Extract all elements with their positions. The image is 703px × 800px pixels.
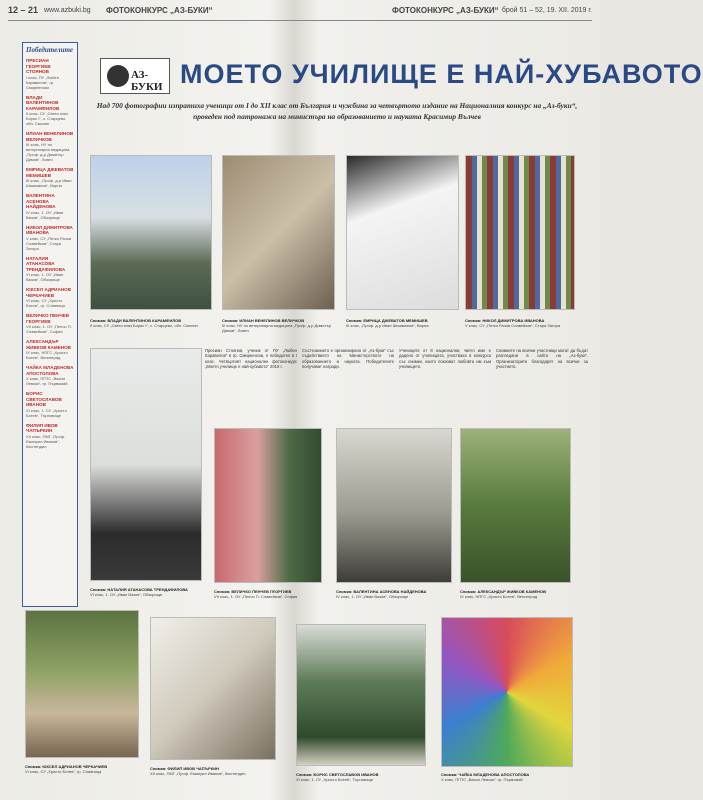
winner-entry: [26, 167, 74, 188]
photo-school: III клас, „Проф. д-р Иван Шишманов“, Варна: [346, 323, 429, 328]
winner-entry: [26, 391, 74, 418]
winner-entry: [26, 339, 74, 360]
winner-school: VI клас, СУ „Христо Ботев“, гр. Сливница: [26, 298, 65, 308]
photo-school: XI клас, 1. СУ „Христо Ботев“, Търговище: [296, 777, 373, 782]
photo-caption: [90, 318, 210, 328]
winner-name: ЧАЙКА МЛАДЕНОВА АПОСТОЛОВА: [26, 365, 74, 376]
winner-name: ВЛАДИ ВАЛЕНТИНОВ КАРАМФИЛОВ: [26, 94, 60, 111]
photo-author: Снимка: НАТАЛИЯ АТАНАСОВА ТРЕНДАФИЛОВА: [90, 587, 188, 592]
winner-name: БОРИС СВЕТОСЛАВОВ ИВАНОВ: [26, 391, 62, 407]
winner-school: IX клас, НПГС „Христо Ботев“, Велинград: [26, 350, 68, 360]
photo-author: Снимка: ВЛАДИ ВАЛЕНТИНОВ КАРАМФИЛОВ: [90, 318, 182, 323]
winner-school: X клас, ПГПС „Васил Левски“, гр. Първомай: [26, 376, 68, 386]
page-header: [8, 4, 592, 20]
winner-name: ВЕЛИЧКО ПЕНЧЕВ ГЕОРГИЕВ: [26, 313, 70, 324]
right-issue-info: брой 51 – 52, 19. XII. 2019 г.: [501, 7, 592, 14]
winner-school: VI клас, 1. ОУ „Иван Вазов“, Обзорище: [26, 272, 64, 282]
contest-photo: [90, 348, 202, 581]
contest-photo: [25, 610, 139, 758]
winner-school: VII клас, 1. ОУ „Пенчо П. Славейков“, София: [26, 324, 72, 334]
winner-name: ВАЛЕНТИНА АСЕНОВА НАЙДЕНОВА: [26, 193, 56, 209]
photo-caption: [296, 772, 416, 782]
photo-school: V клас, СУ „Петко Рачов Славейков“, Стара Загора: [465, 323, 561, 328]
winner-school: III клас, „Проф. д-р Иван Шишманов“, Варна: [26, 178, 72, 188]
photo-author: Снимка: НИКОЛ ДИМИТРОВА ИВАНОВА: [465, 318, 545, 323]
photo-caption: [90, 587, 210, 597]
contest-photo: [460, 428, 571, 583]
contest-photo: [90, 155, 212, 310]
winner-school: III клас, НУ по ветеринарна медицина „Проф. д-р Димитър Димов“, Ловеч: [26, 142, 70, 162]
winner-entry: [26, 131, 74, 162]
winner-entry: [26, 423, 74, 449]
contest-photo: [214, 428, 322, 583]
photo-author: Снимка: ЕМРИЦА ДЖЕВАТОВ МЕМИШЕВ: [346, 318, 428, 323]
photo-school: IV клас, 1. ОУ „Иван Вазов“, Обзорище: [336, 594, 409, 599]
photo-school: IX клас, НПГС „Христо Ботев“, Велинград: [460, 594, 538, 599]
contest-photo: [346, 155, 459, 310]
left-page-number: 12 – 21: [8, 5, 39, 15]
sidebar-title: Победителите: [26, 46, 73, 54]
logo-text: АЗ-БУКИ: [131, 69, 163, 93]
logo-mark-icon: [107, 65, 129, 87]
left-section-title: ФОТОКОНКУРС „АЗ-БУКИ“: [106, 6, 213, 15]
article-body: [205, 348, 590, 424]
photo-caption: [214, 589, 334, 599]
photo-author: Снимка: БОРИС СВЕТОСЛАВОВ ИВАНОВ: [296, 772, 379, 777]
winner-entry: [26, 287, 74, 308]
contest-photo: [296, 624, 426, 766]
photo-author: Снимка: ВАЛЕНТИНА АСЕНОВА НАЙДЕНОВА: [336, 589, 427, 594]
winner-entry: [26, 225, 74, 251]
winner-school: XII клас, ПМГ „Проф. Емануил Иванов“, Кюстендил: [26, 433, 66, 449]
winner-name: НАТАЛИЯ АТАНАСОВА ТРЕНДАФИЛОВА: [26, 255, 66, 272]
article-column-2: Състезанието е организирано от „Аз-буки“ със съдействието на Министерството на образованието и науката. Победителите получават награди.: [302, 348, 394, 370]
contest-photo: [465, 155, 575, 310]
winner-school: I клас, ПУ „Любен Каравелов“, гр. Смирненски: [26, 74, 59, 90]
photo-caption: [465, 318, 585, 328]
winner-entry: [26, 313, 74, 334]
winner-name: АЛЕКСАНДЪР ЖИВКОВ КАМЕНОВ: [26, 339, 71, 350]
photo-author: Снимка: ЧАЙКА МЛАДЕНОВА АПОСТОЛОВА: [441, 772, 530, 777]
winner-name: ЮКСЕЛ АДРИАНОВ ЧЕРКАЧИЕВ: [26, 287, 72, 298]
photo-school: XII клас, ПМГ „Проф. Емануил Иванов“, Кюстендил: [150, 771, 246, 776]
winners-sidebar: [22, 42, 78, 607]
winner-entry: [26, 58, 74, 90]
winner-name: ИЛИАН ВЕНЕЛИНОВ ВЕЛИЧКОВ: [26, 131, 74, 142]
winner-name: ПРЕСИАН ГЕОРГИЕВ СТОЯНОВ: [26, 58, 51, 74]
photo-school: VI клас, СУ „Христо Ботев“, гр. Сливница: [25, 769, 102, 774]
photo-caption: [25, 764, 145, 774]
masthead: [100, 55, 703, 95]
photo-author: Снимка: ЮКСЕЛ АДРИАНОВ ЧЕРКАЧИЕВ: [25, 764, 108, 769]
winner-entry: [26, 193, 74, 220]
winner-entry: [26, 256, 74, 283]
winner-name: ЕМРИЦА ДЖЕВАТОВ МЕМИШЕВ: [26, 167, 74, 178]
photo-author: Снимка: ФИЛИП ИВОВ ЧАПЪРКИН: [150, 766, 219, 771]
photo-caption: [150, 766, 270, 776]
winners-list: [26, 58, 74, 449]
photo-school: X клас, ПГПС „Васил Левски“, гр. Първомай: [441, 777, 523, 782]
winner-name: ФИЛИП ИВОВ ЧАПЪРКИН: [26, 422, 58, 433]
winner-entry: [26, 365, 74, 386]
contest-photo: [150, 617, 276, 760]
winner-school: II клас, СУ „Свети княз Борис I“, с. Старцево, обл. Смолян: [26, 111, 68, 126]
photo-caption: [441, 772, 561, 782]
page-headline: МОЕТО УЧИЛИЩЕ Е НАЙ-ХУБАВОТО: [180, 59, 703, 89]
photo-school: II клас, СУ „Свети княз Борис I“, с. Старцево, обл. Смолян: [90, 323, 198, 328]
azbuki-logo: [100, 58, 170, 94]
header-rule: [8, 20, 592, 21]
photo-school: VII клас, 1. ОУ „Пенчо П. Славейков“, София: [214, 594, 298, 599]
winner-school: V клас, СУ „Петко Рачов Славейков“, Стара Загора: [26, 235, 72, 251]
photo-caption: [460, 589, 580, 599]
photo-author: Снимка: ИЛИАН ВЕНЕЛИНОВ ВЕЛИЧКОВ: [222, 318, 305, 323]
winner-name: НИКОЛ ДИМИТРОВА ИВАНОВА: [26, 224, 73, 235]
photo-caption: [346, 318, 466, 328]
photo-school: III клас, НУ по ветеринарна медицина „Проф. д-р Димитър Димов“, Ловеч: [222, 323, 332, 333]
article-column-4: Снимките на всички участници могат да бъдат разгледани в сайта на „Аз-буки“. Организаторите благодарят на всички за участието.: [496, 348, 588, 370]
winner-entry: [26, 95, 74, 127]
right-section-title: ФОТОКОНКУРС „АЗ-БУКИ“: [392, 6, 499, 15]
winner-school: IV клас, 1. ОУ „Иван Вазов“, Обзорище: [26, 209, 64, 220]
photo-author: Снимка: АЛЕКСАНДЪР ЖИВКОВ КАМЕНОВ: [460, 589, 547, 594]
photo-school: VI клас, 1. ОУ „Иван Вазов“, Обзорище: [90, 592, 163, 597]
photo-author: Снимка: ВЕЛИЧКО ПЕНЧЕВ ГЕОРГИЕВ: [214, 589, 292, 594]
article-column-3: Учениците от 8 национални, чието име е дадено от училищата, участваха в конкурса със снимки, които показват любовта им към училището.: [399, 348, 491, 370]
left-site-url: www.azbuki.bg: [44, 7, 91, 14]
contest-photo: [222, 155, 335, 310]
page-subhead: Над 700 фотографии изпратиха ученици от I до XII клас от България и чужбина за четвъртото издание на Националния конкурс на „Аз-буки“, проведен под патронажа на министъра на образованието и науката Красимир Вълчев: [96, 101, 578, 121]
contest-photo: [336, 428, 452, 583]
contest-photo: [441, 617, 573, 767]
winner-school: XI клас, 1. СУ „Христо Ботев“, Търговище: [26, 407, 67, 418]
article-column-1: Пресиан Стоянов, ученик от ПУ „Любен Каравелов“ в гр. Смирненски, е победител в I клас. Четвъртият национален фотоконкурс „Моето училище е най-хубавото“ 2019 г.: [205, 348, 297, 370]
photo-caption: [336, 589, 456, 599]
photo-caption: [222, 318, 342, 333]
